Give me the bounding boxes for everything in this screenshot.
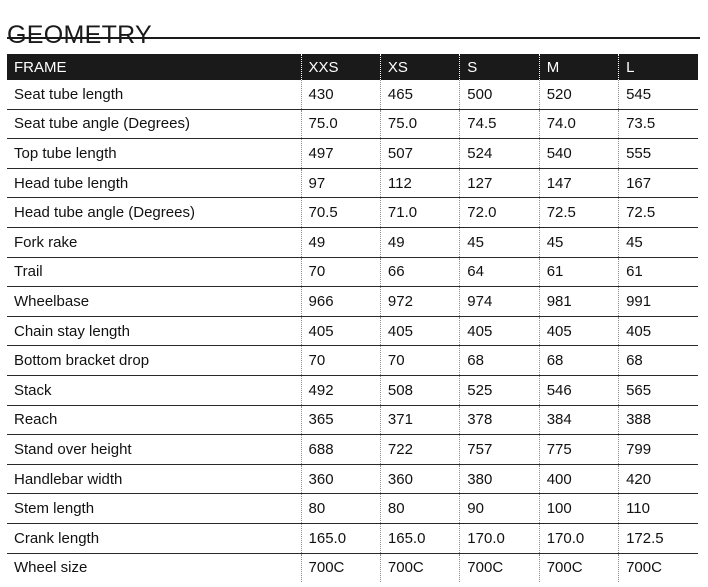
header-size-xs: XS xyxy=(380,54,459,80)
table-row xyxy=(7,405,698,435)
cell-s: 64 xyxy=(460,257,539,287)
table-row xyxy=(7,346,698,376)
row-label: Wheel size xyxy=(7,553,301,582)
header-size-m: M xyxy=(539,54,618,80)
cell-xxs: 966 xyxy=(301,287,380,317)
cell-xs: 165.0 xyxy=(380,523,459,553)
cell-l: 555 xyxy=(619,139,698,169)
cell-l: 991 xyxy=(619,287,698,317)
cell-m: 61 xyxy=(539,257,618,287)
table-row xyxy=(7,198,698,228)
cell-l: 110 xyxy=(619,494,698,524)
header-frame: FRAME xyxy=(7,54,301,80)
cell-xxs: 70 xyxy=(301,346,380,376)
cell-l: 420 xyxy=(619,464,698,494)
cell-xs: 70 xyxy=(380,346,459,376)
cell-xs: 66 xyxy=(380,257,459,287)
cell-xxs: 97 xyxy=(301,168,380,198)
table-row xyxy=(7,257,698,287)
row-label: Stand over height xyxy=(7,435,301,465)
header-size-l: L xyxy=(619,54,698,80)
row-label: Wheelbase xyxy=(7,287,301,317)
cell-s: 68 xyxy=(460,346,539,376)
cell-l: 72.5 xyxy=(619,198,698,228)
table-row xyxy=(7,80,698,109)
table-row xyxy=(7,316,698,346)
table-row xyxy=(7,464,698,494)
row-label: Reach xyxy=(7,405,301,435)
row-label: Chain stay length xyxy=(7,316,301,346)
cell-m: 74.0 xyxy=(539,109,618,139)
row-label: Seat tube length xyxy=(7,80,301,109)
cell-s: 757 xyxy=(460,435,539,465)
row-label: Seat tube angle (Degrees) xyxy=(7,109,301,139)
table-row xyxy=(7,375,698,405)
cell-s: 524 xyxy=(460,139,539,169)
cell-xs: 71.0 xyxy=(380,198,459,228)
table-body xyxy=(7,80,698,582)
table-row xyxy=(7,287,698,317)
cell-s: 378 xyxy=(460,405,539,435)
cell-xs: 722 xyxy=(380,435,459,465)
cell-m: 400 xyxy=(539,464,618,494)
cell-xs: 112 xyxy=(380,168,459,198)
cell-m: 775 xyxy=(539,435,618,465)
cell-l: 799 xyxy=(619,435,698,465)
cell-xxs: 80 xyxy=(301,494,380,524)
cell-m: 384 xyxy=(539,405,618,435)
header-size-xxs: XXS xyxy=(301,54,380,80)
geometry-table xyxy=(7,54,698,582)
cell-l: 388 xyxy=(619,405,698,435)
table-row xyxy=(7,435,698,465)
cell-xs: 700C xyxy=(380,553,459,582)
row-label: Head tube angle (Degrees) xyxy=(7,198,301,228)
cell-xs: 49 xyxy=(380,227,459,257)
table-row xyxy=(7,139,698,169)
cell-m: 170.0 xyxy=(539,523,618,553)
cell-s: 380 xyxy=(460,464,539,494)
cell-s: 974 xyxy=(460,287,539,317)
cell-l: 167 xyxy=(619,168,698,198)
cell-s: 405 xyxy=(460,316,539,346)
cell-xs: 80 xyxy=(380,494,459,524)
cell-xxs: 430 xyxy=(301,80,380,109)
cell-xxs: 365 xyxy=(301,405,380,435)
row-label: Stem length xyxy=(7,494,301,524)
cell-m: 546 xyxy=(539,375,618,405)
row-label: Trail xyxy=(7,257,301,287)
cell-xs: 465 xyxy=(380,80,459,109)
cell-xs: 508 xyxy=(380,375,459,405)
cell-m: 72.5 xyxy=(539,198,618,228)
title-divider xyxy=(7,37,700,39)
cell-xxs: 360 xyxy=(301,464,380,494)
row-label: Bottom bracket drop xyxy=(7,346,301,376)
table-row xyxy=(7,109,698,139)
cell-l: 700C xyxy=(626,559,662,577)
cell-m: 147 xyxy=(539,168,618,198)
cell-xxs: 70.5 xyxy=(301,198,380,228)
cell-m: 45 xyxy=(539,227,618,257)
cell-l: 545 xyxy=(619,80,698,109)
cell-l: 172.5 xyxy=(619,523,698,553)
cell-l: 405 xyxy=(619,316,698,346)
cell-m: 100 xyxy=(539,494,618,524)
cell-s: 170.0 xyxy=(460,523,539,553)
cell-s: 525 xyxy=(460,375,539,405)
cell-l: 45 xyxy=(619,227,698,257)
cell-s: 500 xyxy=(460,80,539,109)
row-label: Head tube length xyxy=(7,168,301,198)
cell-s: 700C xyxy=(460,553,539,582)
cell-xxs: 75.0 xyxy=(301,109,380,139)
table-header xyxy=(7,54,698,80)
table-row xyxy=(7,227,698,257)
cell-xs: 371 xyxy=(380,405,459,435)
table-row xyxy=(7,553,698,582)
table-row xyxy=(7,168,698,198)
row-label: Top tube length xyxy=(7,139,301,169)
cell-xs: 507 xyxy=(380,139,459,169)
cell-xxs: 70 xyxy=(301,257,380,287)
cell-xxs: 497 xyxy=(301,139,380,169)
cell-l: 565 xyxy=(619,375,698,405)
cell-xxs: 688 xyxy=(301,435,380,465)
cell-l: 61 xyxy=(619,257,698,287)
table-row xyxy=(7,494,698,524)
cell-s: 90 xyxy=(460,494,539,524)
header-size-s: S xyxy=(460,54,539,80)
cell-s: 45 xyxy=(460,227,539,257)
cell-s: 72.0 xyxy=(460,198,539,228)
cell-l: 73.5 xyxy=(619,109,698,139)
cell-xs: 405 xyxy=(380,316,459,346)
cell-l: 68 xyxy=(619,346,698,376)
cell-m: 68 xyxy=(539,346,618,376)
cell-s: 74.5 xyxy=(460,109,539,139)
cell-xs: 75.0 xyxy=(380,109,459,139)
cell-s: 127 xyxy=(460,168,539,198)
cell-xxs: 492 xyxy=(301,375,380,405)
cell-xs: 360 xyxy=(380,464,459,494)
cell-xxs: 165.0 xyxy=(301,523,380,553)
cell-m: 981 xyxy=(539,287,618,317)
cell-xxs: 49 xyxy=(301,227,380,257)
row-label: Handlebar width xyxy=(7,464,301,494)
cell-xxs: 700C xyxy=(301,553,380,582)
header-row xyxy=(7,54,698,80)
cell-m: 405 xyxy=(539,316,618,346)
cell-m: 540 xyxy=(539,139,618,169)
cell-xxs: 405 xyxy=(301,316,380,346)
page-title: GEOMETRY xyxy=(7,20,153,49)
row-label: Stack xyxy=(7,375,301,405)
cell-m: 520 xyxy=(539,80,618,109)
row-label: Crank length xyxy=(7,523,301,553)
table-row xyxy=(7,523,698,553)
row-label: Fork rake xyxy=(7,227,301,257)
cell-m: 700C xyxy=(539,553,618,582)
cell-xs: 972 xyxy=(380,287,459,317)
